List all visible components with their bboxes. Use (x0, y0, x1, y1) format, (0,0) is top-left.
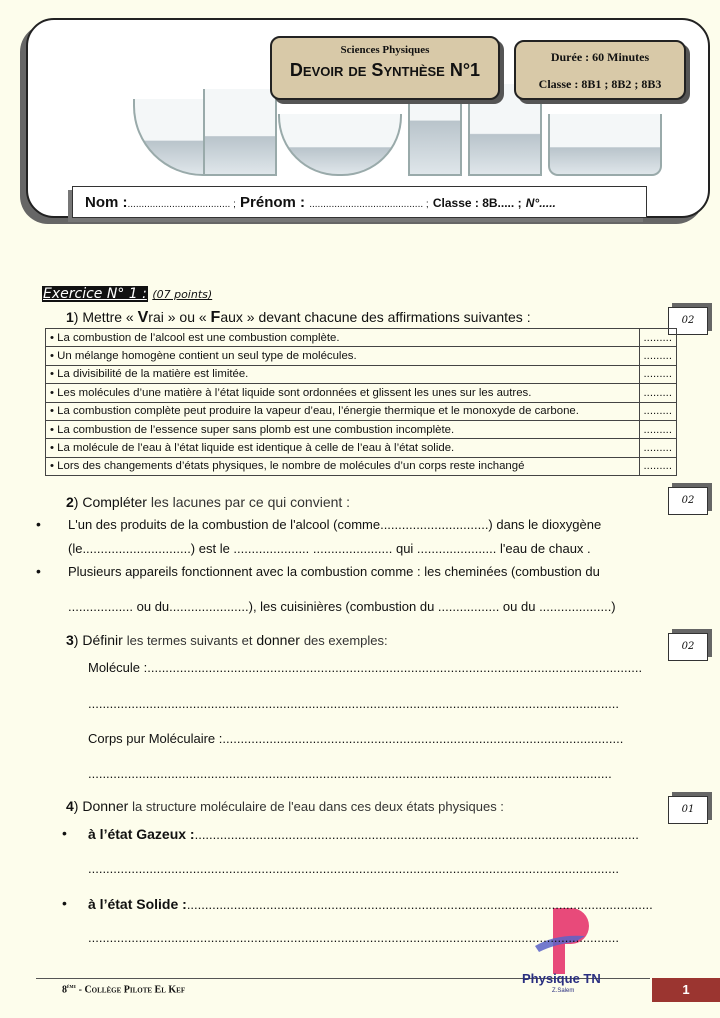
answer-cell[interactable]: ......... (639, 439, 676, 457)
student-info-bar (72, 186, 647, 218)
molecule-label: Molécule : (88, 660, 148, 675)
score-box: 02 (668, 487, 708, 515)
table-row (46, 420, 677, 438)
table-row (46, 457, 677, 475)
fill-line[interactable]: L'un des produits de la combustion de l'alcool (comme..............................) dans le dioxygène (68, 517, 602, 532)
bullet: • (36, 563, 41, 579)
nom-label: Nom : (85, 194, 128, 211)
q-text: les termes suivants et (126, 633, 253, 648)
prenom-field[interactable]: ......................................... ; (309, 199, 429, 210)
school-name: - Collège Pilote El Kef (78, 984, 186, 996)
exercise-heading (42, 286, 212, 302)
answer-cell[interactable]: ......... (639, 457, 676, 475)
subject: Sciences Physiques (340, 44, 430, 56)
classe-field[interactable]: Classe : 8B..... ; (432, 196, 522, 210)
bullet: • (62, 825, 67, 841)
answer-cell[interactable]: ......... (639, 402, 676, 420)
solide-label: à l’état Solide : (88, 896, 187, 912)
statement: • La divisibilité de la matière est limitée. (46, 365, 640, 383)
q-text: rai » ou « (148, 309, 207, 325)
q-num: 4 (66, 798, 74, 814)
molecule-row (88, 660, 642, 675)
q-text: V (137, 309, 149, 326)
level: 8 (62, 984, 67, 996)
solide-row (88, 896, 653, 912)
q-verb: Compléter (82, 494, 147, 510)
prenom-label: Prénom : (240, 194, 306, 211)
classes: Classe : 8B1 ; 8B2 ; 8B3 (538, 77, 662, 91)
answer-cell[interactable]: ......... (639, 384, 676, 402)
q-num: 3 (66, 632, 74, 648)
table-row (46, 365, 677, 383)
beaker-image (203, 89, 277, 176)
answer-line[interactable]: ........................................................................................................................... (194, 827, 639, 842)
duration: Durée : 60 Minutes (550, 50, 650, 64)
answer-line[interactable]: ......................................................................................................................................... (147, 660, 643, 675)
exercise-points: (07 points) (152, 288, 213, 301)
answer-line[interactable]: ................................................................................................................................................... (88, 930, 619, 945)
q-verb: Définir (82, 632, 123, 648)
question-2: 2) Compléter les lacunes par ce qui convient : (66, 494, 351, 510)
title-sign (270, 36, 500, 100)
logo-subtext: Z.Salem (552, 988, 575, 994)
score-box: 02 (668, 633, 708, 661)
q-num: 2 (66, 494, 74, 510)
table-row (46, 347, 677, 365)
q-verb: donner (256, 632, 300, 648)
q-num: 1 (66, 309, 74, 325)
fill-line[interactable]: Plusieurs appareils fonctionnent avec la combustion comme : les cheminées (combustion du (68, 564, 600, 579)
info-sign (514, 40, 686, 100)
answer-line[interactable]: ............................................................................................................... (222, 731, 624, 746)
question-1: 1) Mettre « Vrai » ou « Faux » devant chacune des affirmations suivantes : (66, 309, 531, 326)
fill-line[interactable]: (le..............................) est le ..................... ...................... qui ...................... l'eau de chaux . (68, 541, 591, 556)
corps-pur-label: Corps pur Moléculaire : (88, 731, 223, 746)
statement: • La combustion complète peut produire la vapeur d’eau, l’énergie thermique et le monoxyde de carbone. (46, 402, 640, 420)
page-title: Devoir de Synthèse N°1 (289, 60, 481, 80)
table-row (46, 329, 677, 347)
q-verb: Donner (82, 798, 129, 814)
answer-cell[interactable]: ......... (639, 420, 676, 438)
answer-cell[interactable]: ......... (639, 365, 676, 383)
page-number: 1 (652, 978, 720, 1002)
q-text: les lacunes par ce qui convient : (150, 494, 351, 510)
statement: • Les molécules d’une matière à l’état liquide sont ordonnées et glissent les unes sur les autres. (46, 384, 640, 402)
level-sup: ème (67, 984, 77, 990)
statement: • Un mélange homogène contient un seul type de molécules. (46, 347, 640, 365)
answer-cell[interactable]: ......... (639, 347, 676, 365)
q-text: aux » devant chacune des affirmations suivantes : (220, 309, 531, 325)
true-false-table (45, 328, 677, 476)
answer-cell[interactable]: ......... (639, 329, 676, 347)
q-text: F (210, 309, 221, 326)
table-row (46, 402, 677, 420)
numero-field[interactable]: N°..... (525, 196, 556, 210)
answer-line[interactable]: ................................................................................................................................. (186, 897, 653, 912)
question-3: 3) Définir les termes suivants et donner des exemples: (66, 632, 388, 648)
exercise-title: Exercice N° 1 : (43, 286, 147, 302)
bullet: • (62, 895, 67, 911)
statement: • La molécule de l’eau à l’état liquide est identique à celle de l’eau à l’état solide. (46, 439, 640, 457)
flask-image (278, 114, 402, 176)
answer-line[interactable]: ................................................................................................................................................... (88, 696, 619, 711)
score-box: 02 (668, 307, 708, 335)
table-row (46, 384, 677, 402)
q-text: des exemples: (303, 633, 388, 648)
score-box: 01 (668, 796, 708, 824)
footer-school (62, 984, 185, 995)
erlenmeyer-image (548, 114, 662, 176)
statement: • Lors des changements d’états physiques, le nombre de molécules d’un corps reste inchangé (46, 457, 640, 475)
statement: • La combustion de l’alcool est une combustion complète. (46, 329, 640, 347)
fill-line[interactable]: .................. ou du......................), les cuisinières (combustion du ................. ou du ....................) (68, 599, 616, 614)
answer-line[interactable]: ................................................................................................................................................... (88, 861, 619, 876)
logo-text: Physique TN (522, 971, 601, 986)
corps-pur-row (88, 731, 623, 746)
q-text: la structure moléculaire de l'eau dans ces deux états physiques : (132, 799, 504, 814)
table-row (46, 439, 677, 457)
answer-line[interactable]: ................................................................................................................................................. (88, 766, 612, 781)
gaz-label: à l’état Gazeux : (88, 826, 195, 842)
q-text: Mettre « (82, 309, 134, 325)
bullet: • (36, 516, 41, 532)
question-4: 4) Donner la structure moléculaire de l'eau dans ces deux états physiques : (66, 798, 504, 814)
statement: • La combustion de l’essence super sans plomb est une combustion incomplète. (46, 420, 640, 438)
gaz-row (88, 826, 639, 842)
nom-field[interactable]: ..................................... ; (127, 199, 236, 210)
